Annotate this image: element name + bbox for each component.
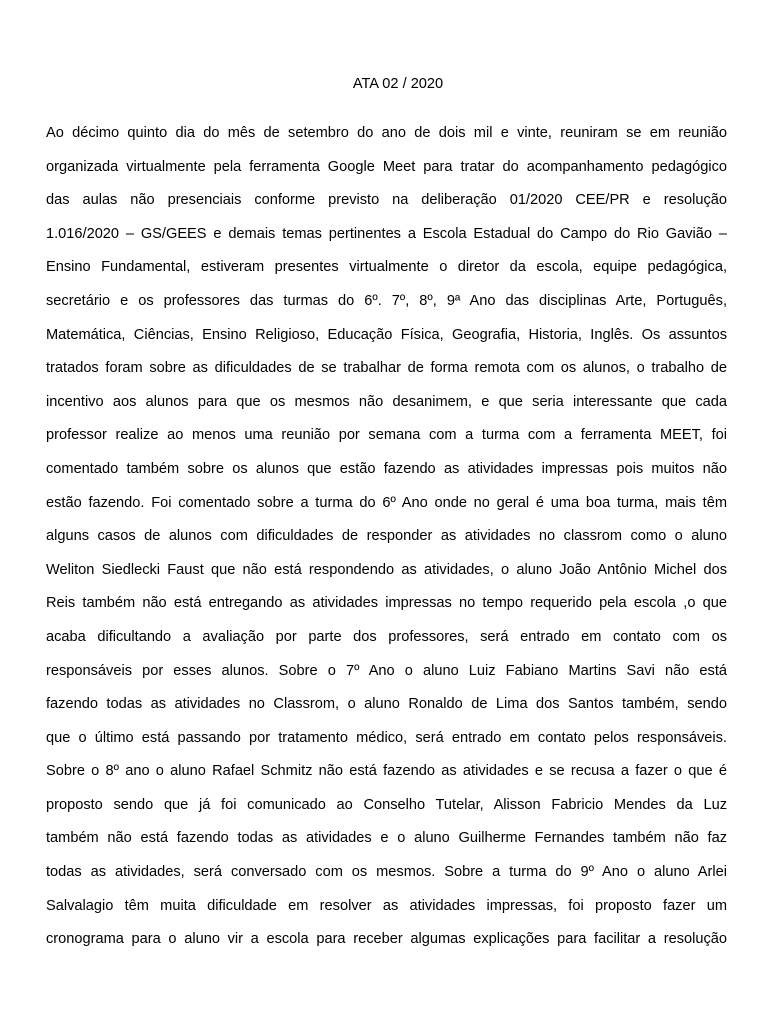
minutes-body: [46, 123, 727, 963]
body-line: organizada virtualmente pela ferramenta Google Meet para tratar do acompanhamento pedagógico: [46, 158, 727, 175]
body-line: proposto sendo que já foi comunicado ao Conselho Tutelar, Alisson Fabricio Mendes da Luz: [46, 796, 727, 813]
page-title: ATA 02 / 2020: [352, 76, 444, 92]
body-line: Weliton Siedlecki Faust que não está respondendo as atividades, o aluno João Antônio Michel dos: [46, 561, 727, 578]
body-line: professor realize ao menos uma reunião por semana com a turma com a ferramenta MEET, foi: [46, 427, 727, 444]
body-line: secretário e os professores das turmas do 6º. 7º, 8º, 9ª Ano das disciplinas Arte, Português,: [46, 292, 727, 309]
body-line: cronograma para o aluno vir a escola para receber algumas explicações para facilitar a resolução: [46, 931, 727, 948]
body-line: das aulas não presenciais conforme previsto na deliberação 01/2020 CEE/PR e resolução: [46, 192, 727, 209]
body-line: também não está fazendo todas as atividades e o aluno Guilherme Fernandes também não faz: [46, 830, 727, 847]
body-line: Matemática, Ciências, Ensino Religioso, Educação Física, Geografia, Historia, Inglês. Os assuntos: [46, 326, 727, 343]
body-line: responsáveis por esses alunos. Sobre o 7º Ano o aluno Luiz Fabiano Martins Savi não está: [46, 662, 727, 679]
body-line: alguns casos de alunos com dificuldades de responder as atividades no classrom como o aluno: [46, 528, 727, 545]
body-line: Salvalagio têm muita dificuldade em resolver as atividades impressas, foi proposto fazer um: [46, 897, 727, 914]
body-line: comentado também sobre os alunos que estão fazendo as atividades impressas pois muitos não: [46, 460, 727, 477]
body-line: Sobre o 8º ano o aluno Rafael Schmitz não está fazendo as atividades e se recusa a fazer o que é: [46, 763, 727, 780]
body-line: Ao décimo quinto dia do mês de setembro do ano de dois mil e vinte, reuniram se em reunião: [46, 125, 727, 141]
body-line: acaba dificultando a avaliação por parte dos professores, será entrado em contato com os: [46, 628, 727, 645]
body-line: Ensino Fundamental, estiveram presentes virtualmente o diretor da escola, equipe pedagógica,: [46, 259, 727, 276]
body-line: tratados foram sobre as dificuldades de se trabalhar de forma remota com os alunos, o trabalho de: [46, 360, 727, 377]
body-line: que o último está passando por tratamento médico, será entrado em contato pelos responsáveis.: [46, 729, 727, 746]
body-line: 1.016/2020 – GS/GEES e demais temas pertinentes a Escola Estadual do Campo do Rio Gavião –: [46, 225, 727, 242]
body-line: incentivo aos alunos para que os mesmos não desanimem, e que seria interessante que cada: [46, 393, 727, 410]
body-line: todas as atividades, será conversado com os mesmos. Sobre a turma do 9º Ano o aluno Arlei: [46, 864, 727, 881]
body-line: fazendo todas as atividades no Classrom, o aluno Ronaldo de Lima dos Santos também, sendo: [46, 696, 727, 713]
body-line: Reis também não está entregando as atividades impressas no tempo requerido pela escola ,o que: [46, 595, 727, 612]
body-line: estão fazendo. Foi comentado sobre a turma do 6º Ano onde no geral é uma boa turma, mais têm: [46, 494, 727, 511]
